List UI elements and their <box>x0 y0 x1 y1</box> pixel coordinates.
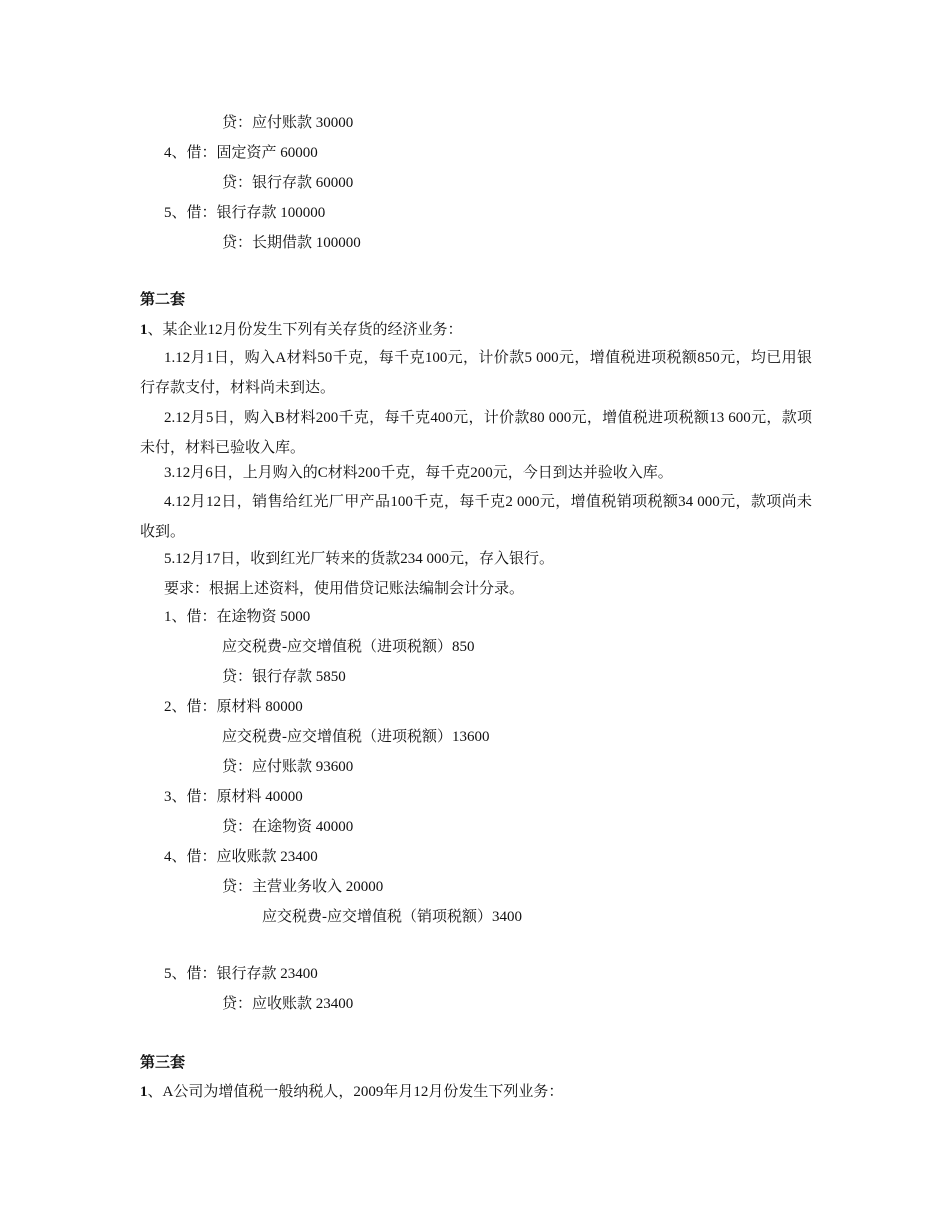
journal-line: 应交税费-应交增值税（进项税额）13600 <box>222 729 490 745</box>
journal-line: 贷：长期借款 100000 <box>222 235 361 251</box>
section-heading: 第二套 <box>140 292 186 308</box>
question-line <box>140 1082 563 1102</box>
journal-line: 应交税费-应交增值税（进项税额）850 <box>222 639 475 655</box>
business-item: 1.12月1日，购入A材料50千克，每千克100元，计价款5 000元，增值税进项税额850元，均已用银行存款支付，材料尚未到达。 <box>140 350 812 396</box>
journal-line: 5、借：银行存款 23400 <box>164 966 318 982</box>
business-item: 5.12月17日，收到红光厂转来的货款234 000元，存入银行。 <box>164 551 555 567</box>
journal-line: 贷：在途物资 40000 <box>222 819 354 835</box>
journal-line: 贷：银行存款 60000 <box>222 175 354 191</box>
journal-line: 贷：应付账款 93600 <box>222 759 354 775</box>
journal-line: 4、借：固定资产 60000 <box>164 145 318 161</box>
journal-line: 3、借：原材料 40000 <box>164 789 303 805</box>
question-number: 1 <box>140 1084 148 1100</box>
journal-line: 1、借：在途物资 5000 <box>164 609 311 625</box>
section-heading: 第三套 <box>140 1055 186 1071</box>
journal-line: 应交税费-应交增值税（销项税额）3400 <box>262 909 522 925</box>
business-item: 4.12月12日，销售给红光厂甲产品100千克，每千克2 000元，增值税销项税额34 000元，款项尚未收到。 <box>140 494 812 540</box>
journal-line: 贷：应收账款 23400 <box>222 996 354 1012</box>
journal-line: 贷：银行存款 5850 <box>222 669 346 685</box>
question-line <box>140 320 463 340</box>
journal-line: 2、借：原材料 80000 <box>164 699 303 715</box>
question-text: 、某企业12月份发生下列有关存货的经济业务： <box>147 322 463 338</box>
journal-line: 5、借：银行存款 100000 <box>164 205 326 221</box>
journal-line: 4、借：应收账款 23400 <box>164 849 318 865</box>
business-item: 3.12月6日，上月购入的C材料200千克，每千克200元，今日到达并验收入库。 <box>164 465 673 481</box>
business-item: 2.12月5日，购入B材料200千克，每千克400元，计价款80 000元，增值税进项税额13 600元，款项未付，材料已验收入库。 <box>140 410 812 456</box>
journal-line: 贷：主营业务收入 20000 <box>222 879 384 895</box>
question-number: 1 <box>140 322 148 338</box>
journal-line: 贷：应付账款 30000 <box>222 115 354 131</box>
question-text: 、A公司为增值税一般纳税人，2009年月12月份发生下列业务： <box>147 1084 564 1100</box>
requirement-text: 要求：根据上述资料，使用借贷记账法编制会计分录。 <box>164 581 525 597</box>
